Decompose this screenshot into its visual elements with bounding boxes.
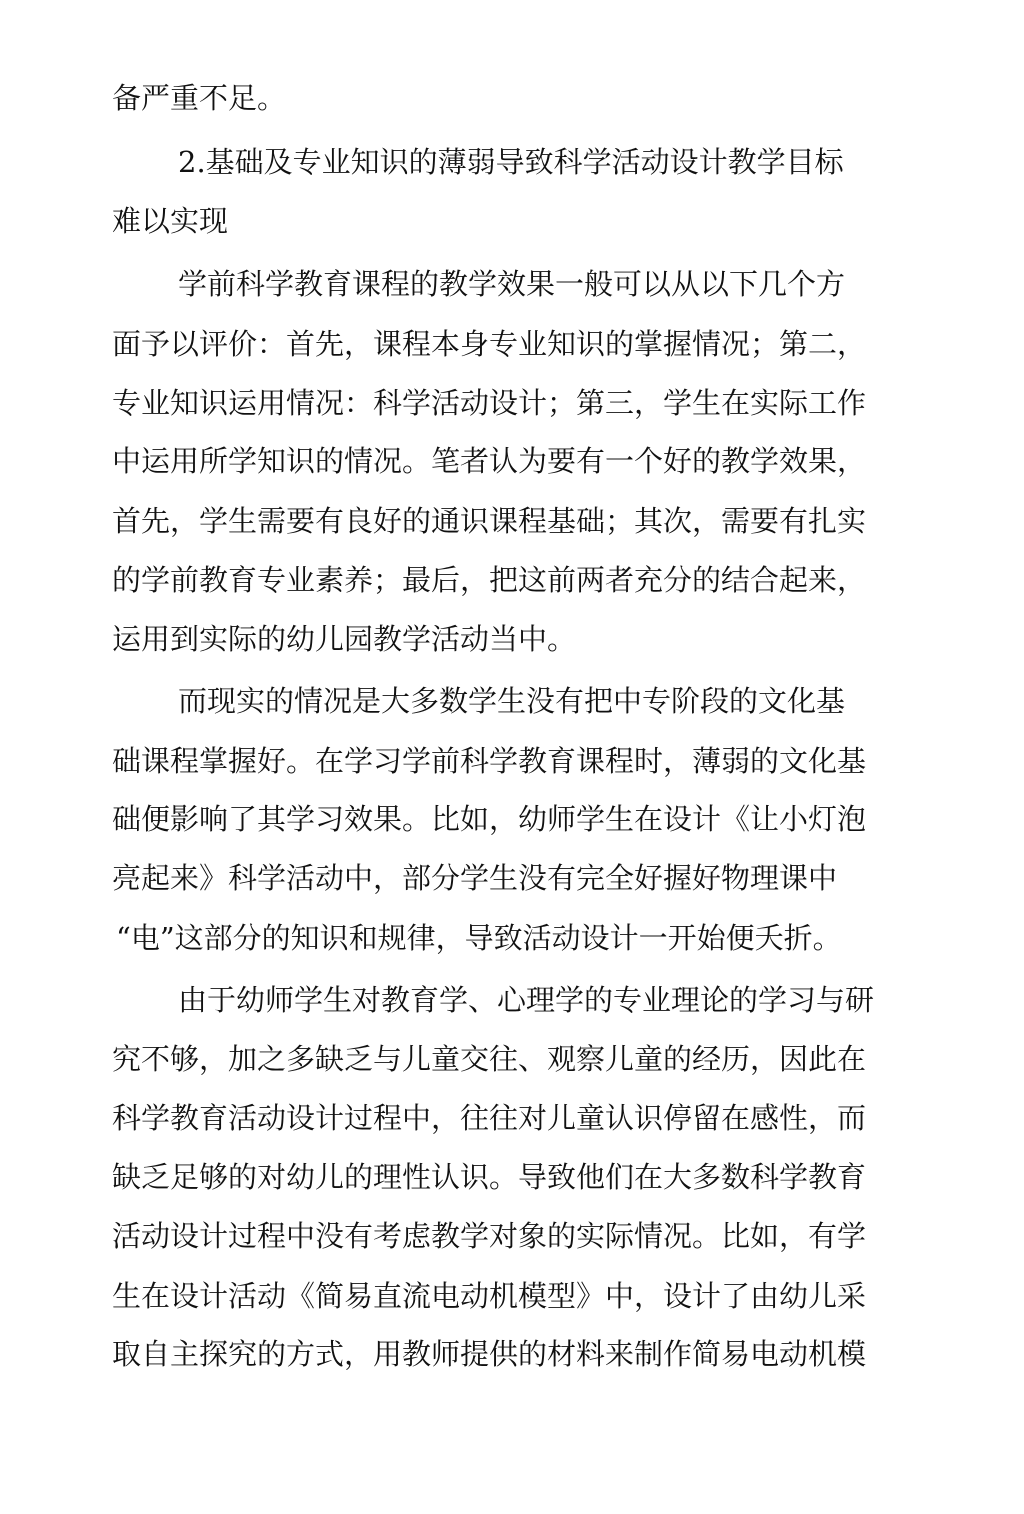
section-heading-continuation: 难以实现 (112, 204, 229, 238)
text-line: 究不够，加之多缺乏与儿童交往、观察儿童的经历，因此在 (112, 1042, 867, 1076)
text-line: 的学前教育专业素养；最后，把这前两者充分的结合起来， (112, 563, 867, 597)
text-line: 中运用所学知识的情况。笔者认为要有一个好的教学效果， (112, 444, 867, 478)
text-line: 亮起来》科学活动中，部分学生没有完全好握好物理课中 (112, 861, 838, 895)
text-line: 运用到实际的幼儿园教学活动当中。 (112, 622, 577, 656)
text-line: 活动设计过程中没有考虑教学对象的实际情况。比如，有学 (112, 1219, 867, 1253)
text-line: 专业知识运用情况：科学活动设计；第三，学生在实际工作 (112, 386, 867, 420)
text-line: 取自主探究的方式，用教师提供的材料来制作简易电动机模 (112, 1337, 867, 1371)
paragraph-start: 学前科学教育课程的教学效果一般可以从以下几个方 (178, 267, 846, 301)
text-line: 首先，学生需要有良好的通识课程基础；其次，需要有扎实 (112, 504, 867, 538)
text-line: “电”这部分的知识和规律，导致活动设计一开始便夭折。 (116, 921, 842, 955)
text-line: 础便影响了其学习效果。比如，幼师学生在设计《让小灯泡 (112, 802, 867, 836)
paragraph-start: 而现实的情况是大多数学生没有把中专阶段的文化基 (178, 684, 846, 718)
text-line: 备严重不足。 (112, 81, 287, 115)
section-heading: 2.基础及专业知识的薄弱导致科学活动设计教学目标 (178, 145, 844, 179)
text-line: 生在设计活动《简易直流电动机模型》中，设计了由幼儿采 (112, 1279, 867, 1313)
text-line: 面予以评价：首先，课程本身专业知识的掌握情况；第二， (112, 327, 867, 361)
text-line: 科学教育活动设计过程中，往往对儿童认识停留在感性，而 (112, 1101, 867, 1135)
text-line: 缺乏足够的对幼儿的理性认识。导致他们在大多数科学教育 (112, 1160, 867, 1194)
text-line: 础课程掌握好。在学习学前科学教育课程时，薄弱的文化基 (112, 744, 867, 778)
paragraph-start: 由于幼师学生对教育学、心理学的专业理论的学习与研 (178, 983, 875, 1017)
